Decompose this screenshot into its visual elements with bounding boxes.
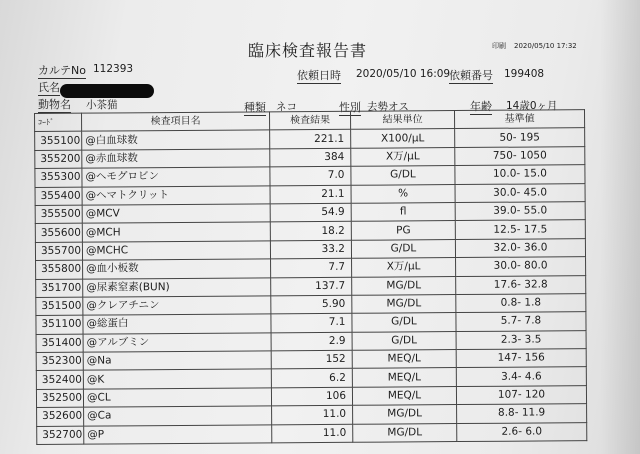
cell-result: 7.7 (271, 258, 352, 277)
cell-unit: X100/μL (351, 129, 455, 148)
cell-unit: G/DL (352, 313, 456, 332)
cell-item: @総蛋白 (83, 314, 271, 334)
cell-item: @血小板数 (83, 259, 271, 279)
cell-item: @MCV (82, 204, 270, 224)
species-label: 種類 (244, 101, 266, 114)
cell-item: @CL (83, 388, 271, 408)
cell-item: @ヘモグロビン (82, 167, 270, 187)
cell-reference: 30.0- 80.0 (456, 257, 586, 276)
cell-item: @赤血球数 (82, 149, 270, 169)
cell-item: @尿素窒素(BUN) (83, 277, 271, 297)
cell-result: 7.1 (271, 314, 352, 333)
cell-item: @MCH (82, 222, 270, 242)
cell-reference: 12.5- 17.5 (455, 220, 585, 239)
cell-reference: 0.8- 1.8 (456, 294, 586, 313)
cell-result: 106 (271, 387, 352, 406)
cell-reference: 39.0- 55.0 (455, 202, 585, 221)
header-reference: 基準値 (454, 110, 584, 129)
cell-result: 221.1 (270, 130, 351, 149)
results-table (34, 109, 587, 445)
header-item: 検査項目名 (82, 112, 270, 132)
cell-result: 7.0 (270, 166, 351, 185)
table-row (37, 422, 587, 444)
cell-reference: 32.0- 36.0 (455, 238, 585, 257)
cell-unit: G/DL (352, 331, 456, 350)
cell-code: 351700 (36, 279, 83, 298)
cell-reference: 30.0- 45.0 (455, 183, 585, 202)
cell-unit: MG/DL (353, 423, 457, 442)
cell-reference: 5.7- 7.8 (456, 312, 586, 331)
name-label: 氏名 (38, 81, 60, 94)
cell-code: 351400 (36, 334, 83, 353)
printed-label: 印刷 (492, 42, 506, 50)
printed-timestamp (492, 41, 577, 51)
cell-reference: 750- 1050 (455, 146, 585, 165)
cell-code: 352500 (36, 389, 83, 408)
cell-code: 355500 (35, 205, 82, 224)
header-unit: 結果単位 (350, 111, 454, 130)
cell-code: 352600 (37, 407, 84, 426)
animal-name-value: 小茶猫 (86, 99, 118, 111)
cell-item: @Na (83, 351, 271, 371)
cell-reference: 3.4- 4.6 (456, 367, 586, 386)
table-body (35, 128, 587, 444)
name-redaction (60, 84, 154, 98)
cell-reference: 8.8- 11.9 (457, 404, 587, 423)
cell-unit: X万/μL (351, 147, 455, 166)
cell-code: 352300 (36, 352, 83, 371)
cell-code: 355200 (35, 150, 82, 169)
sex-label: 性別 (339, 101, 361, 114)
cell-result: 137.7 (271, 277, 352, 296)
cell-unit: MG/DL (352, 294, 456, 313)
cell-item: @MCHC (82, 241, 270, 261)
request-date-label: 依頼日時 (297, 69, 341, 82)
cell-item: @K (83, 369, 271, 389)
cell-item: @P (84, 424, 272, 444)
karte-label: カルテNo (38, 64, 86, 77)
cell-item: @ヘマトクリット (82, 185, 270, 205)
cell-result: 11.0 (272, 406, 353, 425)
request-date-value: 2020/05/10 16:09 (356, 68, 451, 80)
cell-unit: MEQ/L (352, 368, 456, 387)
cell-item: @白血球数 (82, 130, 270, 150)
cell-result: 11.0 (272, 424, 353, 443)
cell-unit: MG/DL (352, 276, 456, 295)
cell-code: 352400 (36, 371, 83, 390)
cell-code: 355700 (35, 242, 82, 261)
cell-reference: 17.6- 32.8 (456, 275, 586, 294)
animal-name-label: 動物名 (38, 98, 71, 111)
cell-unit: MG/DL (353, 405, 457, 424)
species-value: ネコ (276, 101, 297, 113)
cell-unit: X万/μL (352, 258, 456, 277)
cell-reference: 2.6- 6.0 (457, 422, 587, 441)
age-label: 年齢 (470, 100, 492, 113)
cell-result: 6.2 (271, 369, 352, 388)
cell-code: 351500 (36, 297, 83, 316)
cell-unit: G/DL (351, 166, 455, 185)
results-table-wrapper (34, 109, 586, 445)
sex-value: 去勢オス (367, 101, 409, 113)
header-result: 検査結果 (269, 111, 350, 130)
cell-code: 355100 (35, 132, 82, 151)
cell-reference: 2.3- 3.5 (456, 330, 586, 349)
cell-item: @アルブミン (83, 333, 271, 353)
cell-unit: PG (351, 221, 455, 240)
cell-reference: 10.0- 15.0 (455, 165, 585, 184)
cell-result: 21.1 (270, 185, 351, 204)
cell-unit: fl (351, 203, 455, 222)
cell-result: 5.90 (271, 295, 352, 314)
cell-item: @クレアチニン (83, 296, 271, 316)
header-code: ｺｰﾄﾞ (35, 113, 82, 132)
cell-reference: 107- 120 (456, 386, 586, 405)
cell-result: 384 (270, 148, 351, 167)
cell-unit: MEQ/L (352, 350, 456, 369)
request-number-label: 依頼番号 (449, 69, 493, 82)
cell-unit: MEQ/L (352, 386, 456, 405)
cell-reference: 50- 195 (455, 128, 585, 147)
cell-result: 33.2 (270, 240, 351, 259)
cell-result: 54.9 (270, 203, 351, 222)
cell-code: 355800 (36, 260, 83, 279)
cell-code: 355600 (35, 224, 82, 243)
cell-code: 352700 (37, 426, 84, 445)
cell-unit: % (351, 184, 455, 203)
karte-value: 112393 (93, 63, 134, 75)
cell-reference: 147- 156 (456, 349, 586, 368)
cell-result: 18.2 (270, 222, 351, 241)
request-number-value: 199408 (504, 68, 545, 80)
cell-unit: G/DL (351, 239, 455, 258)
cell-item: @Ca (84, 406, 272, 426)
page-title: 臨床検査報告書 (248, 41, 368, 60)
paper-shadow (600, 0, 640, 454)
age-value: 14歳0ヶ月 (506, 100, 558, 112)
cell-result: 152 (271, 350, 352, 369)
cell-result: 2.9 (271, 332, 352, 351)
cell-code: 355300 (35, 168, 82, 187)
printed-value: 2020/05/10 17:32 (514, 42, 577, 50)
cell-code: 355400 (35, 187, 82, 206)
cell-code: 351100 (36, 315, 83, 334)
